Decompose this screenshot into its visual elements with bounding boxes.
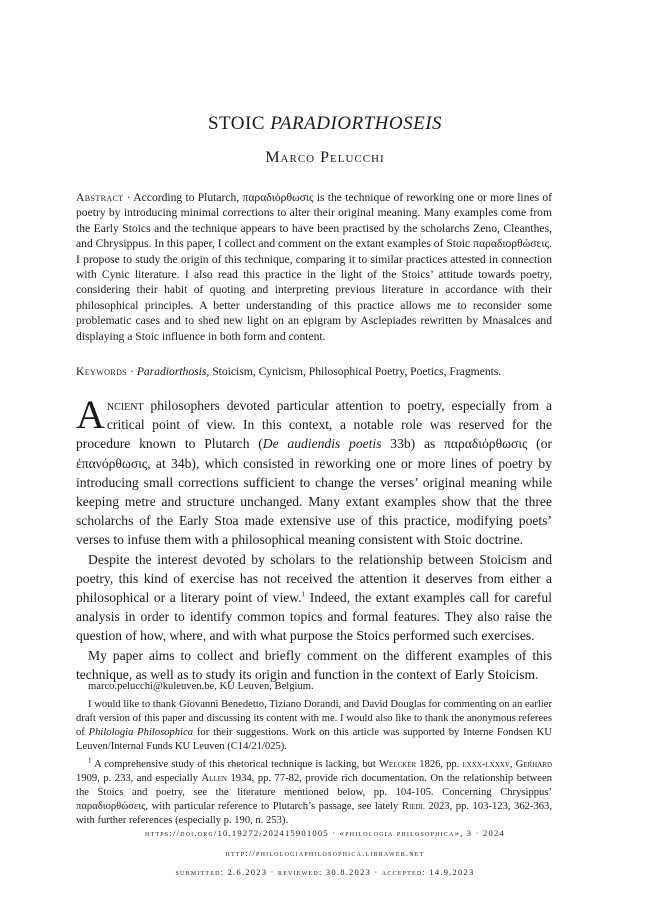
- thanks-b: for their suggestions. Work on this article was supported by Interne Fondsen KU Leuven/Internal Funds KU Leuven (C14/21/025).: [76, 727, 552, 752]
- abstract-label: Abstract: [76, 191, 124, 204]
- keywords-label: Keywords: [76, 365, 128, 378]
- ref-gerhard: Gerhard: [515, 759, 553, 770]
- title-plain: STOIC: [207, 113, 271, 134]
- footnotes: [76, 680, 552, 832]
- p1-text-b: 33b) as παραδιόρθωσις (or ἐπανόρθωσις, at 34b), which consisted in reworking one or more lines of poetry by introducing small corrections sufficient to change the verses’ original meaning while keeping metre and structure unchanged. Many extant examples show that the three scholarchs of the Early Stoa made extensive use of this practice, modifying poets’ verses to infuse them with a philosophical meaning consistent with Stoic doctrine.: [76, 436, 553, 548]
- journal-name: Philologia Philosophica: [88, 727, 194, 738]
- keywords: [76, 364, 552, 379]
- small-caps-opening: ncient: [106, 398, 144, 413]
- article-title: [0, 113, 650, 135]
- ref-welcker: Welcker: [378, 759, 417, 770]
- keyword-italic: Paradiorthosis: [136, 365, 207, 378]
- fn1-text-f: 2023, pp. 103-123, 362-363, with further references (especially p. 190, n. 253).: [76, 801, 552, 826]
- abstract-text: According to Plutarch, παραδιόρθωσις is the technique of reworking one or more lines of poetry by introducing minimal corrections to alter their original meaning. Many examples come from the Early Stoics and the technique appears to have been practised by the scholarchs Zeno, Cleanthes, and Chrysippus. In this paper, I collect and comment on the extant examples of Stoic παραδιορθώσεις. I propose to study the origin of this technique, comparing it to similar practices attested in connection with Cynic literature. I also read this practice in the light of the Stoics’ attitude towards poetry, considering their habit of quoting and interpreting previous literature in accordance with their philosophical principles. A better understanding of this practice allows me to reconsider some problematic cases and to shed new light on an epigram by Asclepiades rewritten by Mnasalces and displaying a Stoic influence in both form and content.: [76, 191, 552, 343]
- keywords-rest: , Stoicism, Cynicism, Philosophical Poetry, Poetics, Fragments.: [206, 365, 502, 378]
- footnote-number: 1: [88, 756, 92, 765]
- abstract: [76, 190, 552, 344]
- footnote-1: [76, 758, 552, 828]
- footer-doi[interactable]: https://doi.org/10.19272/202415901005 · «philologia philosophica», 3 · 2024: [144, 828, 506, 838]
- body-text: [76, 392, 553, 684]
- p1-work-title: De audiendis poetis: [262, 436, 382, 452]
- abstract-separator: ·: [123, 191, 134, 204]
- author-name: Marco Pelucchi: [265, 149, 385, 166]
- author-email: marco.pelucchi@kuleuven.be, KU Leuven, Belgium.: [88, 681, 314, 692]
- fn1-text-c: ,: [509, 759, 516, 770]
- footnote-ref-1[interactable]: 1: [301, 590, 306, 599]
- ref-riedl: Riedl: [401, 801, 425, 812]
- ref-roman-pages: lxxx-lxxxv: [462, 759, 510, 770]
- fn1-text-a: A comprehensive study of this rhetorical technique is lacking, but: [91, 759, 379, 770]
- acknowledgements: [76, 698, 552, 754]
- thanks-a: I would like to thank Giovanni Benedetto, Tiziano Dorandi, and David Douglas for commenting on an earlier draft version of this paper and discussing its content with me. I would also like to thank the anonymous referees of: [76, 699, 552, 738]
- paragraph-3: My paper aims to collect and briefly comment on the different examples of this technique, as well as to study its origin and function in the context of Early Stoicism.: [76, 647, 552, 682]
- p1-text-a: philosophers devoted particular attention to poetry, especially from a critical point of view. In this context, a notable role was reserved for the procedure known to Plutarch (: [76, 398, 552, 452]
- p2-text-a: Despite the interest devoted by scholars to the relationship between Stoicism and poetry, this kind of exercise has not received the attention it deserves from either a philosophical or a literary point of view.: [76, 551, 552, 606]
- keywords-separator: ·: [127, 365, 137, 378]
- fn1-text-e: 1934, pp. 77-82, provide rich documentation. On the relationship between the Stoics and poetry, see the literature mentioned below, pp. 104-105. Concerning Chrysippus’ παραδιορθώσεις, with particular reference to Plutarch’s passage, see lately: [76, 773, 552, 812]
- ref-allen: Allen: [201, 773, 227, 784]
- paragraph-2: [76, 550, 552, 646]
- fn1-text-b: 1826, pp.: [416, 759, 463, 770]
- p2-text-b: Indeed, the extant examples call for careful analysis in order to identify common topics and formal features. They also raise the question of how, where, and with what purpose the Stoics performed such exercises.: [76, 590, 553, 644]
- footer-dates: submitted: 2.6.2023 · reviewed: 30.8.2023 · accepted: 14.9.2023: [175, 867, 475, 877]
- footer-journal-url[interactable]: http://philologiaphilosophica.libraweb.net: [225, 848, 425, 858]
- paragraph-1: [76, 392, 553, 550]
- fn1-text-d: 1909, p. 233, and especially: [76, 773, 202, 784]
- drop-cap: A: [76, 392, 105, 437]
- title-italic: PARADIORTHOSEIS: [270, 113, 443, 134]
